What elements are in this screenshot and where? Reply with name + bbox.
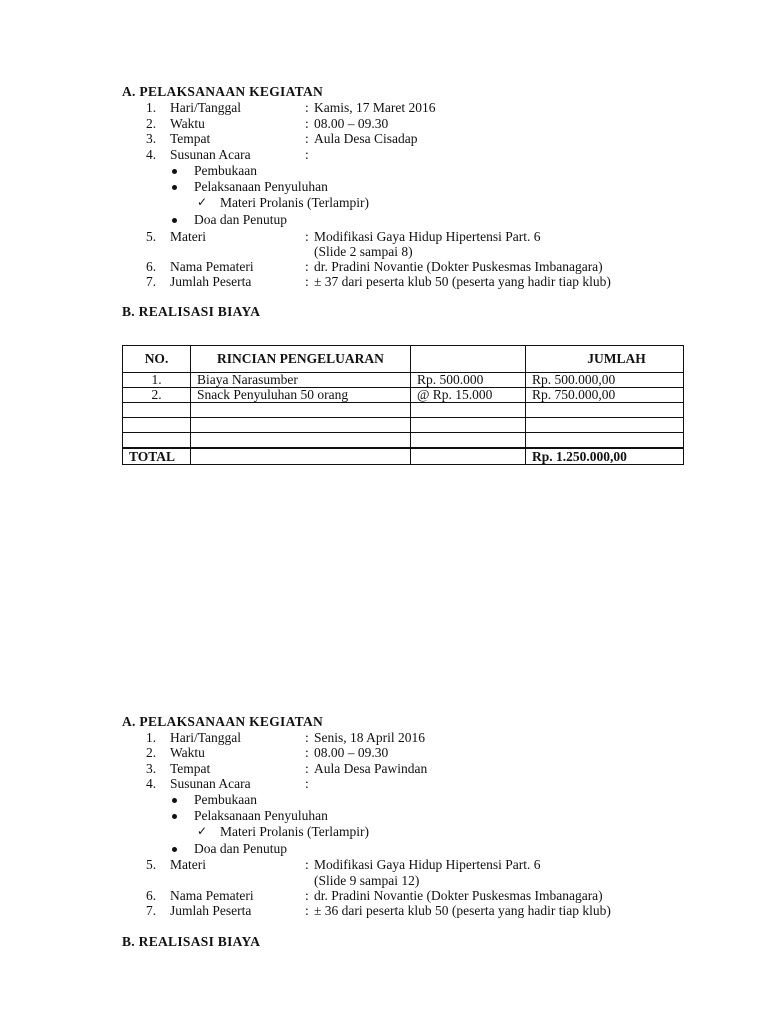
cell-jumlah [526,433,684,449]
sub-acara-item: Materi Prolanis (Terlampir) [220,195,370,210]
item-value: dr. Pradini Novantie (Dokter Puskesmas Imbanagara) [314,888,603,903]
checkmark-icon: ✓ [197,824,208,838]
item-value: Senis, 18 April 2016 [314,730,426,745]
bullet-icon [172,798,177,803]
cell-empty [411,448,526,465]
item-colon: : [305,131,309,146]
table-row [123,388,684,403]
cell-harga: Rp. 500.000 [411,373,526,388]
item-value: Aula Desa Pawindan [314,761,428,776]
total-value: Rp. 1.250.000,00 [526,448,684,465]
item-number: 6. [146,259,157,274]
item-colon: : [305,888,309,903]
cell-empty [191,448,411,465]
cell-rincian [191,418,411,433]
column-header-jumlah: JUMLAH [526,346,684,373]
table-row [123,373,684,388]
heading-realisasi-biaya: B. REALISASI BIAYA [122,934,261,949]
column-header-empty [411,346,526,373]
cell-harga [411,433,526,449]
item-value: Modifikasi Gaya Hidup Hipertensi Part. 6 [314,857,541,872]
heading-pelaksanaan-kegiatan: A. PELAKSANAAN KEGIATAN [122,714,324,729]
table-header-row [123,346,684,373]
item-number: 3. [146,131,157,146]
cell-no: 2. [123,388,191,403]
item-colon: : [305,229,309,244]
item-value: Kamis, 17 Maret 2016 [314,100,436,115]
item-label: Hari/Tanggal [170,100,242,115]
item-value: Modifikasi Gaya Hidup Hipertensi Part. 6 [314,229,541,244]
acara-item: Pelaksanaan Penyuluhan [194,179,328,194]
bullet-icon [172,169,177,174]
bullet-icon [172,185,177,190]
item-label: Susunan Acara [170,776,251,791]
cell-jumlah [526,418,684,433]
cell-no: 1. [123,373,191,388]
cell-harga [411,418,526,433]
heading-realisasi-biaya: B. REALISASI BIAYA [122,304,261,319]
item-colon: : [305,147,309,162]
item-colon: : [305,259,309,274]
total-label: TOTAL [123,448,191,465]
item-colon: : [305,100,309,115]
heading-pelaksanaan-kegiatan: A. PELAKSANAAN KEGIATAN [122,84,324,99]
item-value: Aula Desa Cisadap [314,131,418,146]
item-number: 4. [146,776,157,791]
item-label: Materi [170,857,206,872]
item-number: 1. [146,100,157,115]
cell-no [123,418,191,433]
cell-no [123,403,191,418]
item-colon: : [305,730,309,745]
item-label: Waktu [170,745,205,760]
cell-jumlah: Rp. 750.000,00 [526,388,684,403]
item-number: 4. [146,147,157,162]
table-row [123,418,684,433]
item-number: 3. [146,761,157,776]
checkmark-icon: ✓ [197,195,208,209]
acara-item: Doa dan Penutup [194,841,287,856]
biaya-table [122,345,684,465]
cell-rincian: Biaya Narasumber [191,373,411,388]
cell-harga [411,403,526,418]
bullet-icon [172,847,177,852]
acara-item: Doa dan Penutup [194,212,287,227]
cell-jumlah [526,403,684,418]
cell-rincian [191,403,411,418]
item-value: 08.00 – 09.30 [314,116,389,131]
item-number: 2. [146,116,157,131]
cell-rincian: Snack Penyuluhan 50 orang [191,388,411,403]
item-colon: : [305,761,309,776]
item-label: Tempat [170,761,211,776]
item-colon: : [305,857,309,872]
acara-item: Pelaksanaan Penyuluhan [194,808,328,823]
item-value-line2: (Slide 9 sampai 12) [314,873,420,888]
item-label: Susunan Acara [170,147,251,162]
item-number: 1. [146,730,157,745]
table-row [123,403,684,418]
item-number: 7. [146,903,157,918]
item-value: ± 37 dari peserta klub 50 (peserta yang hadir tiap klub) [314,274,611,289]
item-number: 5. [146,229,157,244]
item-label: Waktu [170,116,205,131]
bullet-icon [172,814,177,819]
item-value: dr. Pradini Novantie (Dokter Puskesmas Imbanagara) [314,259,603,274]
item-number: 7. [146,274,157,289]
item-number: 2. [146,745,157,760]
item-label: Materi [170,229,206,244]
acara-item: Pembukaan [194,163,257,178]
item-label: Jumlah Peserta [170,274,252,289]
column-header-rincian: RINCIAN PENGELUARAN [191,346,411,373]
item-colon: : [305,745,309,760]
item-label: Tempat [170,131,211,146]
item-number: 6. [146,888,157,903]
item-colon: : [305,274,309,289]
item-number: 5. [146,857,157,872]
cell-rincian [191,433,411,449]
item-label: Nama Pemateri [170,888,254,903]
cell-jumlah: Rp. 500.000,00 [526,373,684,388]
item-value: ± 36 dari peserta klub 50 (peserta yang hadir tiap klub) [314,903,611,918]
table-row [123,433,684,449]
item-colon: : [305,776,309,791]
item-value: 08.00 – 09.30 [314,745,389,760]
item-colon: : [305,116,309,131]
cell-no [123,433,191,449]
table-total-row [123,448,684,465]
item-colon: : [305,903,309,918]
column-header-no: NO. [123,346,191,373]
cell-harga: @ Rp. 15.000 [411,388,526,403]
item-label: Jumlah Peserta [170,903,252,918]
item-value-line2: (Slide 2 sampai 8) [314,244,413,259]
item-label: Nama Pemateri [170,259,254,274]
acara-item: Pembukaan [194,792,257,807]
sub-acara-item: Materi Prolanis (Terlampir) [220,824,370,839]
bullet-icon [172,218,177,223]
item-label: Hari/Tanggal [170,730,242,745]
